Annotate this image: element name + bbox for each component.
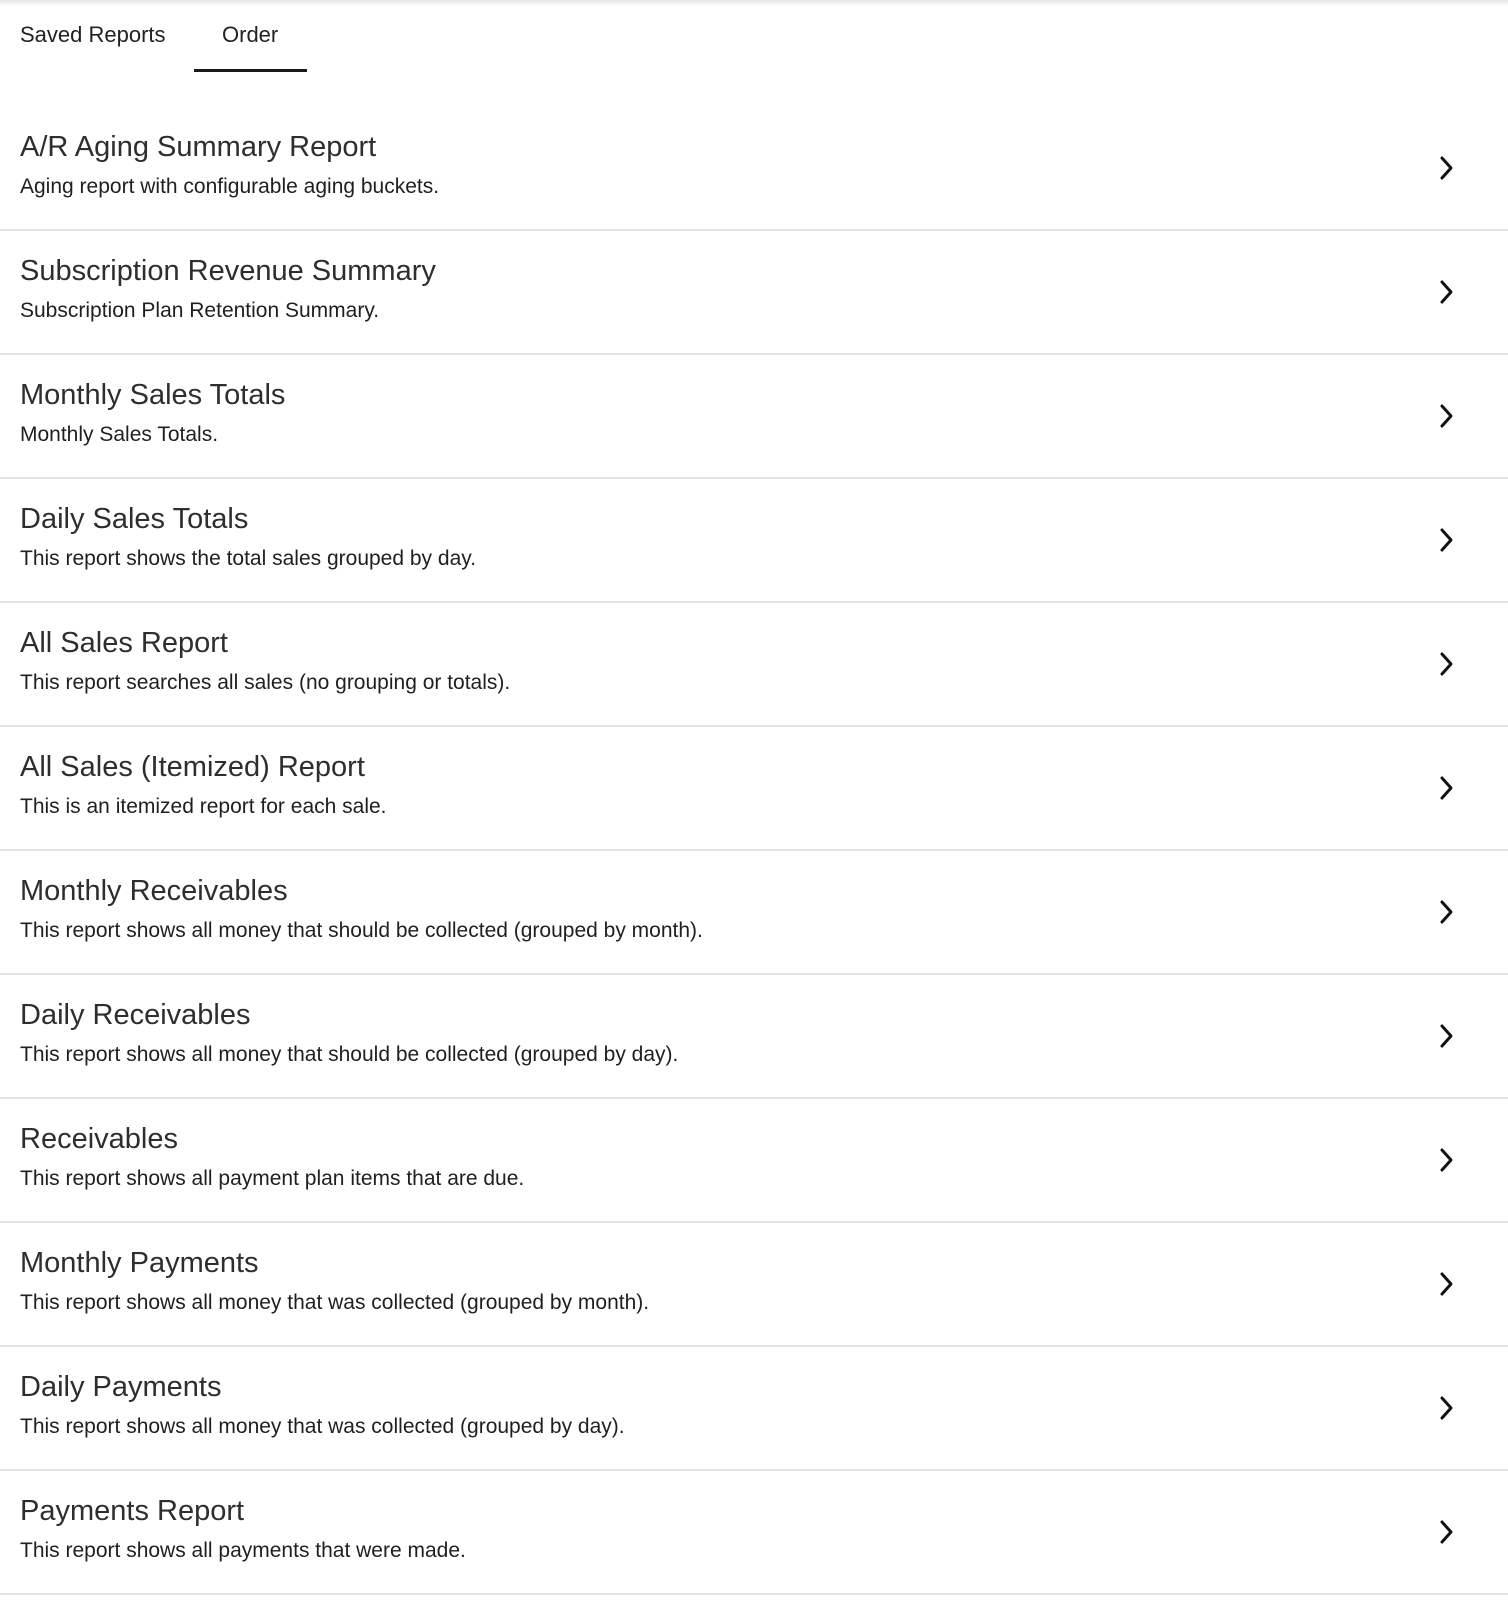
chevron-right-icon: [1438, 1518, 1456, 1546]
report-item-all-sales-itemized[interactable]: [0, 727, 1508, 851]
report-description: This report shows all money that was collected (grouped by month).: [20, 1291, 650, 1314]
report-description: This report shows all money that should be collected (grouped by month).: [20, 919, 703, 942]
report-description: Aging report with configurable aging buckets.: [20, 175, 440, 198]
report-item-monthly-sales-totals[interactable]: [0, 355, 1508, 479]
chevron-right-icon: [1438, 774, 1456, 802]
chevron-right-icon: [1438, 526, 1456, 554]
report-item-ar-aging-summary[interactable]: [0, 107, 1508, 231]
report-title: All Sales (Itemized) Report: [20, 751, 365, 783]
tab-saved-reports[interactable]: Saved Reports: [20, 22, 166, 47]
report-item-daily-sales-totals[interactable]: [0, 479, 1508, 603]
chevron-right-icon: [1438, 1270, 1456, 1298]
report-description: This report shows all payment plan items that are due.: [20, 1167, 525, 1190]
report-item-daily-receivables[interactable]: [0, 975, 1508, 1099]
report-title: Daily Payments: [20, 1371, 222, 1403]
chevron-right-icon: [1438, 1022, 1456, 1050]
chevron-right-icon: [1438, 1394, 1456, 1422]
report-description: This report shows all money that should be collected (grouped by day).: [20, 1043, 679, 1066]
report-item-monthly-payments[interactable]: [0, 1223, 1508, 1347]
report-title: Payments Report: [20, 1495, 245, 1527]
report-item-receivables[interactable]: [0, 1099, 1508, 1223]
report-title: Subscription Revenue Summary: [20, 255, 436, 287]
chevron-right-icon: [1438, 898, 1456, 926]
tab-order[interactable]: Order: [222, 22, 279, 47]
active-tab-indicator: [194, 69, 307, 72]
report-description: This report shows all payments that were made.: [20, 1539, 466, 1562]
report-title: A/R Aging Summary Report: [20, 131, 377, 163]
report-item-subscription-revenue-summary[interactable]: [0, 231, 1508, 355]
report-item-all-sales-report[interactable]: [0, 603, 1508, 727]
report-title: Monthly Payments: [20, 1247, 259, 1279]
report-description: Subscription Plan Retention Summary.: [20, 299, 380, 322]
report-title: Monthly Sales Totals: [20, 379, 286, 411]
report-description: This report shows the total sales grouped by day.: [20, 547, 477, 570]
report-tabs: [0, 0, 1508, 74]
report-item-daily-payments[interactable]: [0, 1347, 1508, 1471]
chevron-right-icon: [1438, 650, 1456, 678]
report-list: [0, 107, 1508, 1595]
chevron-right-icon: [1438, 154, 1456, 182]
chevron-right-icon: [1438, 402, 1456, 430]
report-title: Receivables: [20, 1123, 178, 1155]
report-title: Daily Receivables: [20, 999, 251, 1031]
report-title: Daily Sales Totals: [20, 503, 249, 535]
chevron-right-icon: [1438, 1146, 1456, 1174]
report-description: Monthly Sales Totals.: [20, 423, 219, 446]
report-item-payments-report[interactable]: [0, 1471, 1508, 1595]
report-title: Monthly Receivables: [20, 875, 288, 907]
report-description: This report searches all sales (no grouping or totals).: [20, 671, 511, 694]
chevron-right-icon: [1438, 278, 1456, 306]
report-description: This is an itemized report for each sale.: [20, 795, 387, 818]
report-item-monthly-receivables[interactable]: [0, 851, 1508, 975]
report-title: All Sales Report: [20, 627, 228, 659]
report-description: This report shows all money that was collected (grouped by day).: [20, 1415, 625, 1438]
